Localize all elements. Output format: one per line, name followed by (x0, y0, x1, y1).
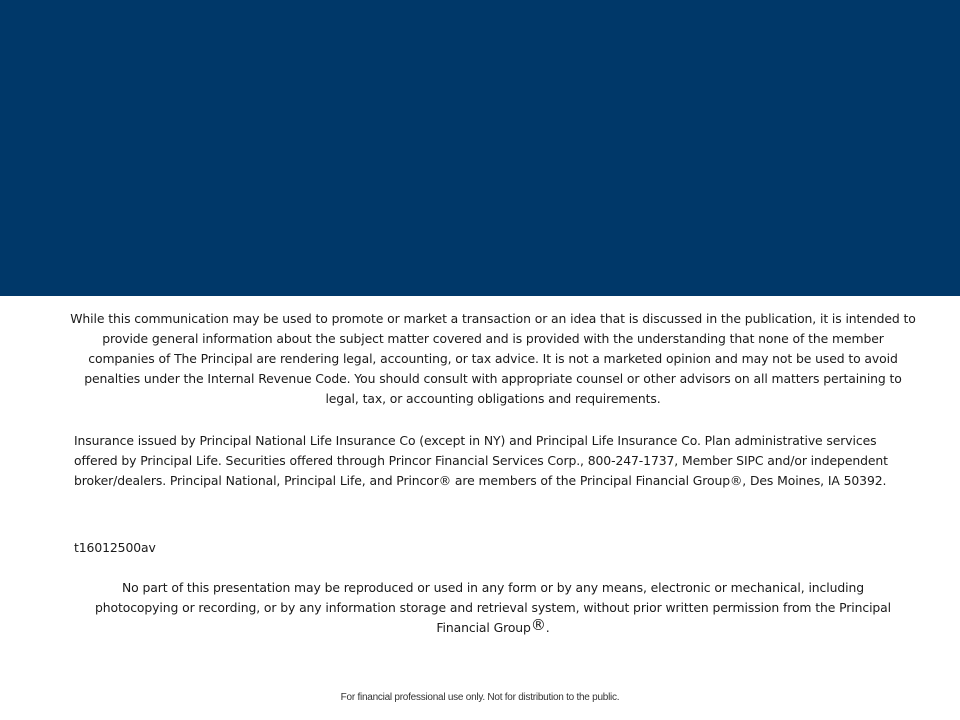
copyright-notice (80, 578, 906, 638)
footer-note: For financial professional use only. Not for distribution to the public. (340, 692, 620, 703)
copyright-text: No part of this presentation may be reproduced or used in any form or by any means, electronic or mechanical, including photocopying or recording, or by any information storage and retrieval system, without prior written permission from the Principal Financial Group (94, 580, 892, 635)
insurance-disclosure: Insurance issued by Principal National Life Insurance Co (except in NY) and Principal Life Insurance Co. Plan administrative services offered by Principal Life. Securities offered through Princor Financial Services Corp., 800-247-1737, Member SIPC and/or independent broker/dealers. Principal National, Principal Life, and Princor® are members of the Principal Financial Group®, Des Moines, IA 50392. (74, 433, 888, 488)
document-code: t16012500av (74, 540, 156, 555)
legal-disclaimer: While this communication may be used to promote or market a transaction or an idea that is discussed in the publication, it is intended to provide general information about the subject matter covered and is provided with the understanding that none of the member companies of The Principal are rendering legal, accounting, or tax advice. It is not a marketed opinion and may not be used to avoid penalties under the Internal Revenue Code. You should consult with appropriate counsel or other advisors on all matters pertaining to legal, tax, or accounting obligations and requirements. (70, 311, 916, 406)
registered-mark: ® (530, 616, 546, 634)
copyright-end: . (545, 620, 550, 635)
header-band (0, 0, 960, 296)
